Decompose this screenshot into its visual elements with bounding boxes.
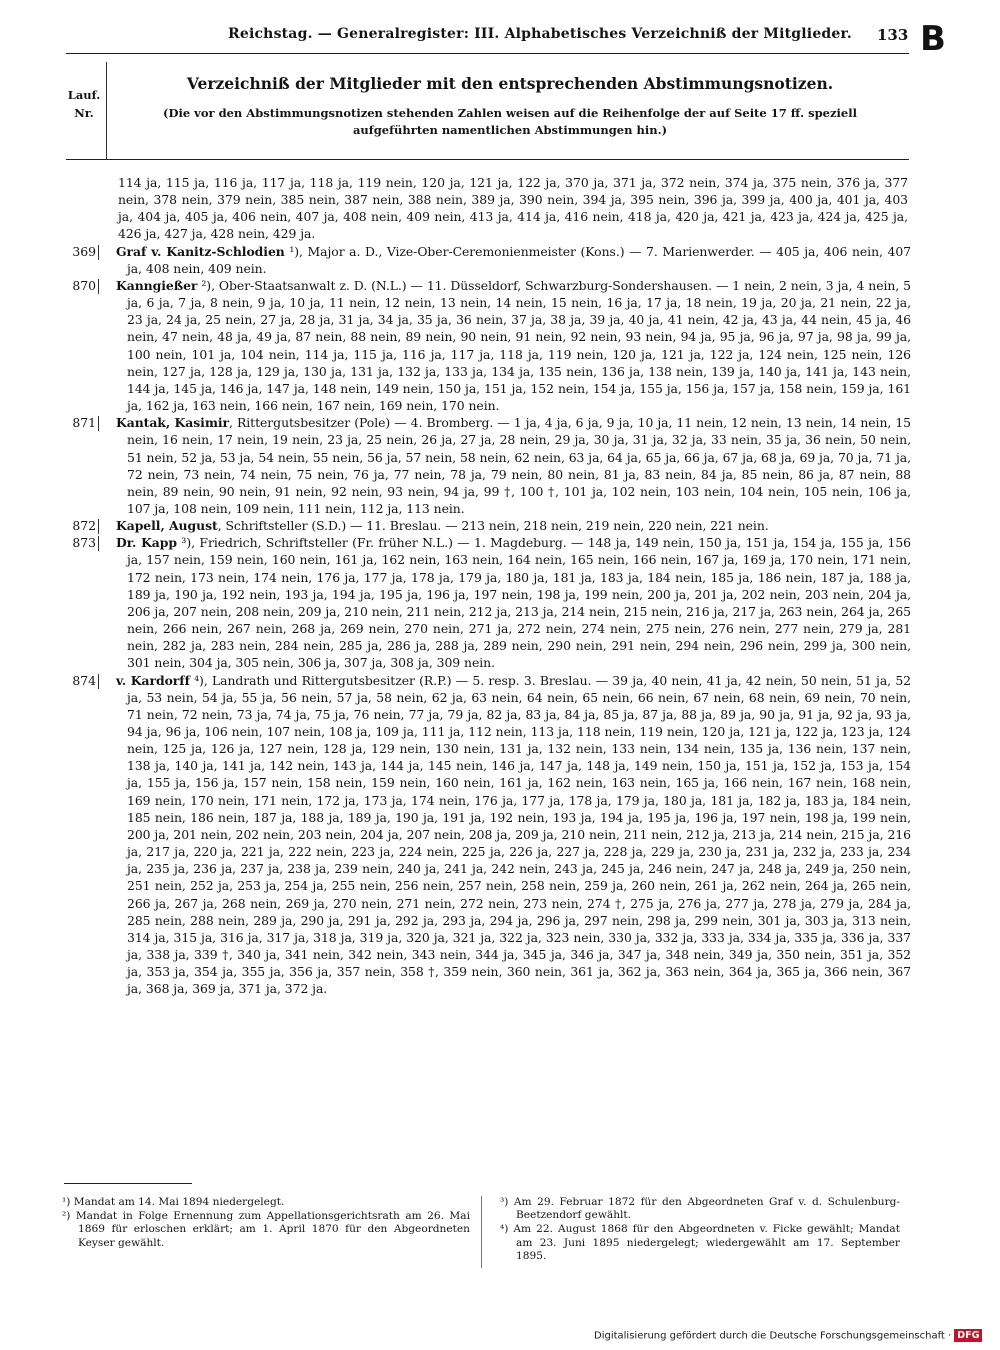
entry-text <box>116 534 911 671</box>
member-name: v. Kardorff <box>116 672 190 688</box>
entry-text <box>116 243 911 277</box>
entry-details: , Major a. D., Vize-Ober-Ceremonienmeister (Kons.) — 7. Marienwerder. — 405 ja, 406 nein, 407 ja, 408 nein, 409 nein. <box>127 243 911 276</box>
entry-870 <box>0 277 1000 414</box>
volume-mark: B <box>920 19 946 59</box>
entry-number: 870 <box>72 277 96 293</box>
entry-871 <box>0 414 1000 517</box>
column-divider <box>106 62 107 159</box>
footnote-3: ³) Am 29. Februar 1872 für den Abgeordneten Graf v. d. Schulenburg-Beetzendorf gewählt. <box>500 1196 900 1222</box>
member-name: Graf v. Kanitz-Schlodien <box>116 243 285 259</box>
footnotes-right <box>500 1196 900 1264</box>
continuation-text <box>118 174 908 243</box>
entry-text <box>116 277 911 414</box>
entry-details: , Schriftsteller (S.D.) — 11. Breslau. — 213 nein, 218 nein, 219 nein, 220 nein, 221 nein. <box>217 518 769 534</box>
footnote-4: ⁴) Am 22. August 1868 für den Abgeordneten v. Ficke gewählt; Mandat am 23. Juni 1895 niedergelegt; wiedergewählt am 17. September 1895. <box>500 1223 900 1262</box>
footnote-ref: ⁴) <box>194 672 204 688</box>
footnote-ref: ²) <box>201 277 212 293</box>
entry-details: , Ober-Staatsanwalt z. D. (N.L.) — 11. Düsseldorf, Schwarzburg-Sondershausen. — 1 nein, 2 nein, 3 ja, 4 nein, 5 ja, 6 ja, 7 ja, 8 nein, 9 ja, 10 ja, 11 nein, 12 nein, 13 nein, 14 nein, 15 nein, 16 ja, 17 ja, 18 nein, 19 ja, 20 ja, 21 nein, 22 ja, 23 ja, 24 ja, 25 nein, 27 ja, 28 ja, 31 ja, 34 ja, 35 ja, 36 nein, 37 ja, 38 ja, 39 ja, 40 ja, 41 nein, 42 ja, 43 ja, 44 nein, 45 ja, 46 nein, 47 nein, 48 ja, 49 ja, 87 nein, 88 nein, 89 nein, 90 nein, 91 nein, 92 nein, 93 nein, 94 ja, 95 ja, 96 ja, 97 ja, 98 ja, 99 ja, 100 nein, 101 ja, 104 nein, 114 ja, 115 ja, 116 ja, 117 ja, 118 ja, 119 nein, 120 ja, 121 ja, 122 ja, 124 nein, 125 nein, 126 nein, 127 ja, 128 ja, 129 ja, 130 ja, 131 ja, 132 ja, 133 ja, 134 ja, 135 nein, 136 ja, 138 nein, 139 ja, 140 ja, 141 ja, 143 nein, 144 ja, 145 ja, 146 ja, 147 ja, 148 nein, 149 nein, 150 ja, 151 ja, 152 nein, 154 ja, 155 ja, 156 ja, 157 ja, 158 nein, 159 ja, 161 ja, 162 ja, 163 nein, 166 nein, 167 nein, 169 nein, 170 nein. <box>127 277 912 414</box>
footnote-rule <box>64 1183 192 1184</box>
entry-text <box>116 672 911 998</box>
footnote-1: ¹) Mandat am 14. Mai 1894 niedergelegt. <box>62 1196 285 1208</box>
entry-872 <box>0 517 1000 534</box>
member-name: Kanngießer <box>116 277 198 293</box>
column-head-number <box>62 86 106 122</box>
entry-873 <box>0 534 1000 671</box>
column-head-line1: Lauf. <box>67 88 101 102</box>
member-name: Kapell, August <box>116 518 218 534</box>
column-head-line2: Nr. <box>74 106 94 120</box>
entry-text <box>116 414 911 517</box>
digitization-credit <box>594 1329 994 1345</box>
table-subtitle: (Die vor den Abstimmungsnotizen stehenden Zahlen weisen auf die Reihenfolge der auf Seite 17 ff. speziell aufgeführten namentlichen Abstimmungen hin.) <box>163 106 857 137</box>
entry-divider <box>98 245 99 260</box>
digitization-text: Digitalisierung gefördert durch die Deutsche Forschungsgemeinschaft · <box>594 1330 952 1342</box>
entry-number: 872 <box>72 518 96 534</box>
page-number: 133 <box>877 26 909 44</box>
table-head-rule <box>66 159 909 160</box>
entry-number: 871 <box>72 415 96 431</box>
entry-details: , Friedrich, Schriftsteller (Fr. früher N.L.) — 1. Magdeburg. — 148 ja, 149 nein, 150 ja, 151 ja, 154 ja, 155 ja, 156 ja, 157 nein, 159 nein, 160 nein, 161 ja, 162 nein, 163 nein, 164 nein, 165 nein, 166 nein, 167 ja, 169 ja, 170 nein, 171 nein, 172 nein, 173 nein, 174 nein, 176 ja, 177 ja, 178 ja, 179 ja, 180 ja, 181 ja, 183 ja, 184 nein, 185 ja, 186 nein, 187 ja, 188 ja, 189 ja, 190 ja, 192 nein, 193 ja, 194 ja, 195 ja, 196 ja, 197 nein, 198 ja, 199 nein, 200 ja, 201 ja, 202 nein, 203 nein, 204 ja, 206 ja, 207 nein, 208 nein, 209 ja, 210 nein, 211 nein, 212 ja, 213 ja, 214 nein, 215 nein, 216 ja, 217 ja, 263 nein, 264 ja, 265 nein, 266 nein, 267 nein, 268 ja, 269 nein, 270 nein, 271 ja, 272 nein, 274 nein, 275 nein, 276 nein, 277 nein, 279 ja, 281 nein, 282 ja, 283 nein, 284 nein, 285 ja, 286 ja, 288 ja, 289 nein, 290 nein, 291 nein, 294 nein, 296 nein, 299 ja, 300 nein, 301 nein, 304 ja, 305 nein, 306 ja, 307 ja, 308 ja, 309 nein. <box>127 535 911 671</box>
entry-divider <box>98 519 99 534</box>
footnote-2: ²) Mandat in Folge Ernennung zum Appellationsgerichtsrath am 26. Mai 1869 für erloschen erklärt; am 1. April 1870 für den Abgeordneten Keyser gewählt. <box>62 1210 470 1249</box>
entry-number: 874 <box>72 672 96 688</box>
entry-number: 873 <box>72 535 96 551</box>
dfg-logo: DFG <box>954 1329 982 1342</box>
entries-list <box>0 174 1000 998</box>
footnote-ref: ³) <box>181 535 192 551</box>
entry-continuation <box>0 174 1000 243</box>
entry-details: , Rittergutsbesitzer (Pole) — 4. Bromberg. — 1 ja, 4 ja, 6 ja, 9 ja, 10 ja, 11 nein, 12 nein, 13 nein, 14 nein, 15 nein, 16 nein, 17 nein, 19 nein, 23 ja, 25 nein, 26 ja, 27 ja, 28 nein, 29 ja, 30 ja, 31 ja, 32 ja, 33 nein, 35 ja, 36 nein, 50 nein, 51 nein, 52 ja, 53 ja, 54 nein, 55 nein, 56 ja, 57 nein, 58 nein, 62 nein, 63 ja, 64 ja, 65 ja, 66 ja, 67 ja, 68 ja, 69 ja, 70 ja, 71 ja, 72 nein, 73 nein, 74 nein, 75 nein, 76 ja, 77 nein, 78 ja, 79 nein, 80 nein, 81 ja, 83 nein, 84 ja, 85 nein, 86 ja, 87 nein, 88 nein, 89 nein, 90 nein, 91 nein, 92 nein, 93 nein, 94 ja, 99 †, 100 †, 101 ja, 102 nein, 103 nein, 104 nein, 105 nein, 106 ja, 107 ja, 108 nein, 109 nein, 111 nein, 112 ja, 113 nein. <box>127 415 911 516</box>
entry-divider <box>98 279 99 294</box>
entry-divider <box>98 674 99 689</box>
entry-number: 369 <box>72 243 96 259</box>
entry-text <box>116 517 911 534</box>
table-title: Verzeichniß der Mitglieder mit den entsprechenden Abstimmungsnotizen. <box>186 74 834 93</box>
continuation-line: 114 ja, 115 ja, 116 ja, 117 ja, 118 ja, 119 nein, 120 ja, 121 ja, 122 ja, 370 ja, 371 ja, 372 nein, 374 ja, 375 nein, 376 ja, 377 nein, 378 nein, 379 nein, 385 nein, 387 nein, 388 nein, 389 ja, 390 nein, 394 ja, 395 nein, 396 ja, 399 ja, 400 ja, 401 ja, 403 ja, 404 ja, 405 ja, 406 nein, 407 ja, 408 nein, 409 nein, 413 ja, 414 ja, 416 nein, 418 ja, 420 ja, 421 ja, 423 ja, 424 ja, 425 ja, 426 ja, 427 ja, 428 nein, 429 ja. <box>118 175 908 242</box>
member-name: Dr. Kapp <box>116 535 177 551</box>
entry-369 <box>0 243 1000 277</box>
member-name: Kantak, Kasimir <box>116 415 230 431</box>
entry-details: , Landrath und Rittergutsbesitzer (R.P.) — 5. resp. 3. Breslau. — 39 ja, 40 nein, 41 ja, 42 nein, 50 nein, 51 ja, 52 ja, 53 nein, 54 ja, 55 ja, 56 nein, 57 ja, 58 nein, 62 ja, 63 nein, 64 nein, 65 nein, 66 nein, 67 nein, 68 nein, 69 nein, 70 nein, 71 nein, 72 nein, 73 ja, 74 ja, 75 ja, 76 nein, 77 ja, 79 ja, 82 ja, 83 ja, 84 ja, 85 ja, 87 ja, 88 ja, 89 ja, 90 ja, 91 ja, 92 ja, 93 ja, 94 ja, 96 ja, 106 nein, 107 nein, 108 ja, 109 ja, 111 ja, 112 nein, 113 ja, 118 nein, 119 nein, 120 ja, 121 ja, 122 ja, 123 ja, 124 nein, 125 ja, 126 ja, 127 nein, 128 ja, 129 nein, 130 nein, 131 ja, 132 nein, 133 nein, 134 nein, 135 ja, 136 nein, 137 nein, 138 ja, 140 ja, 141 ja, 142 nein, 143 ja, 144 ja, 145 nein, 146 ja, 147 ja, 148 ja, 149 nein, 150 ja, 151 ja, 152 ja, 153 ja, 154 ja, 155 ja, 156 ja, 157 nein, 158 nein, 159 nein, 160 nein, 161 ja, 162 nein, 163 nein, 165 ja, 166 nein, 167 nein, 168 nein, 169 nein, 170 nein, 171 nein, 172 ja, 173 ja, 174 nein, 176 ja, 177 ja, 178 ja, 179 ja, 180 ja, 181 ja, 182 ja, 183 ja, 184 nein, 185 nein, 186 nein, 187 ja, 188 ja, 189 ja, 190 ja, 191 ja, 192 nein, 193 ja, 194 ja, 195 ja, 196 ja, 197 nein, 198 ja, 199 nein, 200 ja, 201 nein, 202 nein, 203 nein, 204 ja, 207 nein, 208 ja, 209 ja, 210 nein, 211 nein, 212 ja, 213 ja, 214 nein, 215 ja, 216 ja, 217 ja, 220 ja, 221 ja, 222 nein, 223 ja, 224 nein, 225 ja, 226 ja, 227 ja, 228 ja, 229 ja, 230 ja, 231 ja, 232 ja, 233 ja, 234 ja, 235 ja, 236 ja, 237 ja, 238 ja, 239 nein, 240 ja, 241 ja, 242 nein, 243 ja, 245 ja, 246 nein, 247 ja, 248 ja, 249 ja, 250 nein, 251 nein, 252 ja, 253 ja, 254 ja, 255 nein, 256 nein, 257 nein, 258 nein, 259 ja, 260 nein, 261 ja, 262 nein, 264 ja, 265 nein, 266 ja, 267 ja, 268 nein, 269 ja, 270 nein, 271 nein, 272 nein, 273 nein, 274 †, 275 ja, 276 ja, 277 ja, 278 ja, 279 ja, 284 ja, 285 nein, 288 nein, 289 ja, 290 ja, 291 ja, 292 ja, 293 ja, 294 ja, 296 ja, 297 nein, 298 ja, 299 nein, 301 ja, 303 ja, 313 nein, 314 ja, 315 ja, 316 ja, 317 ja, 318 ja, 319 ja, 320 ja, 321 ja, 322 ja, 323 nein, 330 ja, 332 ja, 333 ja, 334 ja, 335 ja, 336 ja, 337 ja, 338 ja, 339 †, 340 ja, 341 nein, 342 nein, 343 nein, 344 ja, 345 ja, 346 ja, 347 ja, 348 nein, 349 ja, 350 nein, 351 ja, 352 ja, 353 ja, 354 ja, 355 ja, 356 ja, 357 nein, 358 †, 359 nein, 360 nein, 361 ja, 362 ja, 363 nein, 364 ja, 365 ja, 366 nein, 367 ja, 368 ja, 369 ja, 371 ja, 372 ja. <box>127 672 911 997</box>
entry-874 <box>0 672 1000 998</box>
entry-divider <box>98 416 99 431</box>
entry-divider <box>98 536 99 551</box>
footnote-divider <box>481 1196 482 1268</box>
footnote-ref: ¹) <box>289 243 300 259</box>
header-rule <box>66 53 909 54</box>
footnotes-left <box>62 1196 470 1251</box>
running-head: Reichstag. — Generalregister: III. Alphabetisches Verzeichniß der Mitglieder. <box>228 26 852 42</box>
